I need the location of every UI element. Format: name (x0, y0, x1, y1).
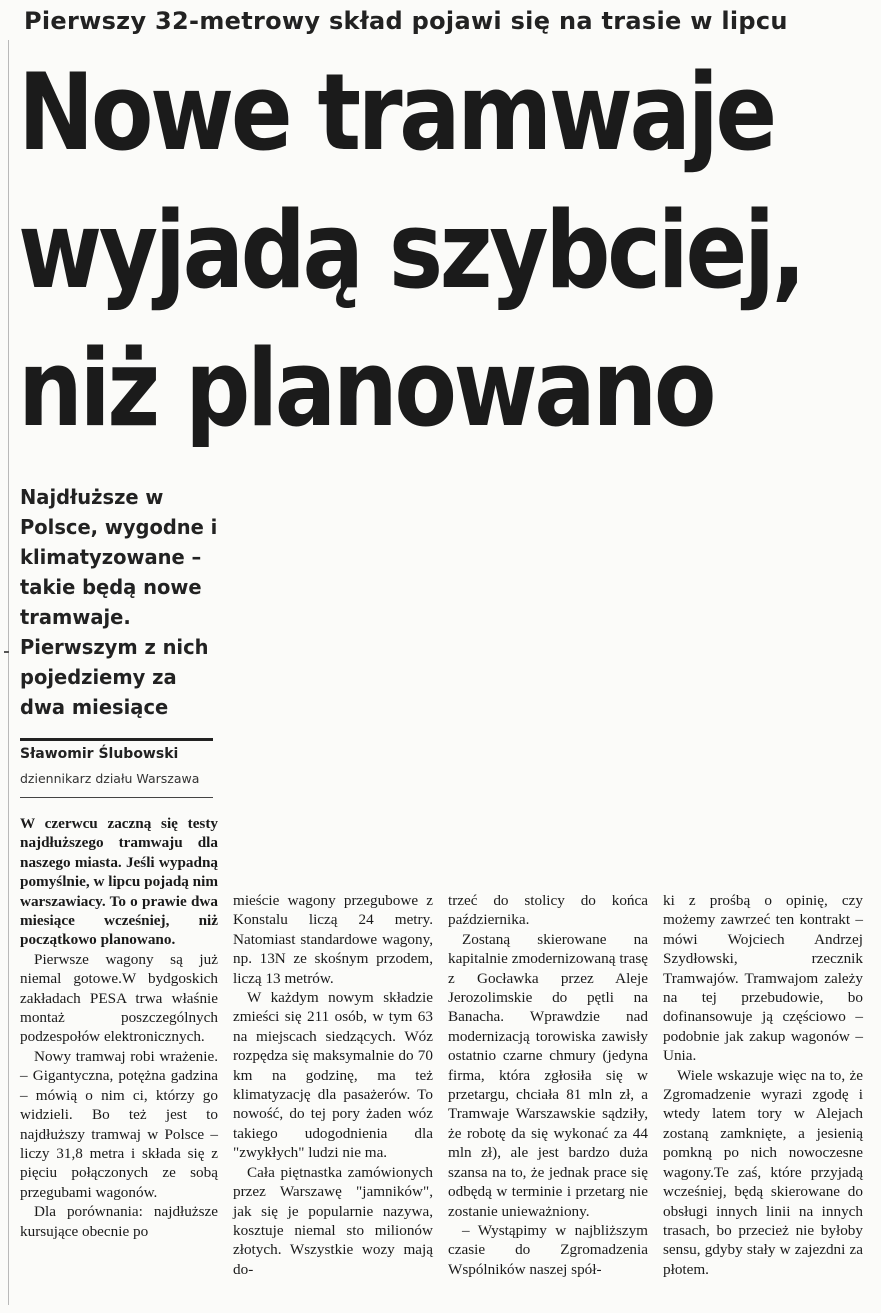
paragraph: Wiele wskazuje więc na to, że Zgromadzenie wyrazi zgodę i wtedy latem tory w Alejach zostaną zamknięte, a jesienią pomkną po nich nowoczesne wagony.Te zaś, które przyjadą wcześniej, będą skierowane do obsługi innych linii na innych trasach, bo przecież nie byłoby sensu, gdyby stały w zajezdni za płotem. (663, 1066, 863, 1278)
page-tick-mark (4, 651, 9, 653)
article-kicker: Pierwszy 32-metrowy skład pojawi się na trasie w lipcu (24, 7, 788, 35)
paragraph: Nowy tramwaj robi wrażenie. – Gigantyczna, potężna gadzina – mówią o nim ci, którzy go widzieli. Bo też jest to najdłuższy tramwaj w Polsce – liczy 31,8 metra i składa się z pięciu połączonych ze sobą przegubami wagonów. (20, 1047, 218, 1201)
margin-rule (8, 40, 9, 1305)
text-column-3 (448, 891, 648, 1279)
text-column-1 (20, 814, 218, 1241)
text-column-4 (663, 891, 863, 1279)
article-lead: Najdłuższe w Polsce, wygodne i klimatyzowane – takie będą nowe tramwaje. Pierwszym z nich pojedziemy za dwa miesiące (20, 485, 218, 719)
text-column-2 (233, 891, 433, 1279)
headline-line-3: niż planowano (18, 327, 714, 450)
paragraph: Zostaną skierowane na kapitalnie zmodernizowaną trasę z Gocławka przez Aleje Jerozolimskie do pętli na Banacha. Wprawdzie nad modernizacją torowiska zawisły ostatnio czarne chmury (jedyna firma, która zgłosiła się w przetargu, chciała 81 mln zł, a Tramwaje Warszawskie sądziły, że robotę da się wykonać za 44 mln zł), ale jest bardzo duża szansa na to, że jednak prace się odbędą w terminie i przetarg nie zostanie unieważniony. (448, 930, 648, 1220)
paragraph: W każdym nowym składzie zmieści się 211 osób, w tym 63 na miejscach siedzących. Wóz rozpędza się maksymalnie do 70 km na godzinę, ma też klimatyzację dla pasażerów. To nowość, do tej pory żaden wóz takiego udogodnienia dla "zwykłych" ludzi nie ma. (233, 989, 433, 1162)
paragraph: – Wystąpimy w najbliższym czasie do Zgromadzenia Wspólników naszej spół- (448, 1221, 648, 1278)
paragraph: Pierwsze wagony są już niemal gotowe.W bydgoskich zakładach PESA trwa właśnie montaż poszczególnych podzespołów elektronicznych. (20, 950, 218, 1046)
article-headline (18, 44, 878, 458)
headline-line-2: wyjadą szybciej, (18, 189, 803, 312)
intro-paragraph: W czerwcu zaczną się testy najdłuższego tramwaju dla naszego miasta. Jeśli wypadną pomyślnie, w lipcu pojadą nim warszawiacy. To o prawie dwa miesiące wcześniej, niż początkowo planowano. (20, 815, 218, 949)
paragraph: mieście wagony przegubowe z Konstalu liczą 24 metry. Natomiast standardowe wagony, np. 13N ze skośnym przodem, liczą 13 metrów. (233, 892, 433, 987)
paragraph: Cała piętnastka zamówionych przez Warszawę "jamników", jak się je popularnie nazywa, kosztuje niemal sto milionów złotych. Wszystkie wozy mają do- (233, 1163, 433, 1278)
paragraph: Dla porównania: najdłuższe kursujące obecnie po (20, 1203, 218, 1240)
byline-top-rule (20, 738, 213, 741)
headline-line-1: Nowe tramwaje (18, 51, 774, 174)
paragraph: ki z prośbą o opinię, czy możemy zawrzeć ten kontrakt – mówi Wojciech Andrzej Szydłowski, rzecznik Tramwajów. Tramwajom zależy na tej przebudowie, bo dofinansowuje ją częściowo – podobnie jak zakup wagonów – Unia. (663, 892, 863, 1065)
author-name: Sławomir Ślubowski (20, 746, 179, 762)
byline-bottom-rule (20, 797, 213, 798)
paragraph: trzeć do stolicy do końca października. (448, 892, 648, 929)
author-role: dziennikarz działu Warszawa (20, 771, 200, 786)
